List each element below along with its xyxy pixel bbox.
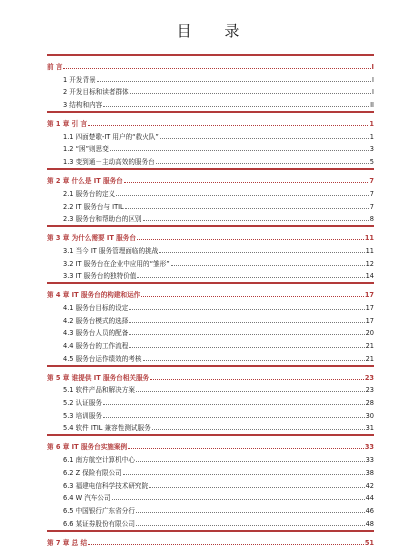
leader-dots bbox=[110, 150, 369, 151]
leader-dots bbox=[125, 208, 369, 209]
entry-page-number: 8 bbox=[369, 215, 374, 224]
leader-dots bbox=[152, 429, 365, 430]
leader-dots bbox=[136, 525, 365, 526]
toc-chapter-heading[interactable] bbox=[47, 284, 374, 299]
page-title: 目 录 bbox=[176, 22, 254, 40]
chapter-title: 第 3 章 为什么需要 IT 服务台 bbox=[47, 234, 136, 243]
leader-dots bbox=[129, 334, 364, 335]
chapter-page-number: 33 bbox=[364, 443, 374, 452]
entry-page-number: 14 bbox=[365, 272, 374, 281]
toc-entry[interactable] bbox=[47, 325, 374, 338]
leader-dots bbox=[150, 379, 364, 380]
entry-page-number: 1 bbox=[369, 132, 374, 141]
entry-title: 1.3 变到通－主动高效的服务台 bbox=[63, 158, 155, 167]
leader-dots bbox=[88, 125, 368, 126]
entry-title: 2.1 服务台的定义 bbox=[63, 189, 116, 198]
entry-title: 3.3 IT 服务台的独特价值 bbox=[63, 272, 137, 281]
toc-entry[interactable] bbox=[47, 451, 374, 464]
table-of-contents bbox=[47, 54, 374, 547]
leader-dots bbox=[137, 239, 364, 240]
entry-page-number: 12 bbox=[365, 259, 374, 268]
toc-chapter-heading[interactable] bbox=[47, 227, 374, 242]
toc-entry[interactable] bbox=[47, 350, 374, 363]
toc-chapter-block bbox=[47, 168, 374, 225]
toc-chapter-heading[interactable] bbox=[47, 367, 374, 382]
chapter-title: 前 言 bbox=[47, 63, 63, 71]
leader-dots bbox=[63, 68, 370, 69]
entry-page-number: 20 bbox=[365, 329, 374, 338]
toc-entry[interactable] bbox=[47, 382, 374, 395]
leader-dots bbox=[136, 391, 365, 392]
leader-dots bbox=[103, 404, 365, 405]
entry-page-number: 23 bbox=[365, 386, 374, 395]
entry-page-number: 21 bbox=[365, 354, 374, 363]
chapter-page-number: 11 bbox=[364, 234, 374, 243]
chapter-title: 第 1 章 引 言 bbox=[47, 120, 88, 129]
entry-page-number: 38 bbox=[365, 468, 374, 477]
entry-page-number: 31 bbox=[365, 424, 374, 433]
entry-page-number: 3 bbox=[369, 145, 374, 154]
entry-page-number: 5 bbox=[369, 158, 374, 167]
entry-title: 2 开发目标和读者群体 bbox=[63, 88, 129, 97]
leader-dots bbox=[128, 448, 364, 449]
leader-dots bbox=[130, 93, 371, 94]
leader-dots bbox=[129, 347, 364, 348]
toc-chapter-block bbox=[47, 365, 374, 435]
toc-entry[interactable] bbox=[47, 490, 374, 503]
entry-title: 6.5 中国银行广东省分行 bbox=[63, 506, 135, 515]
toc-entry[interactable] bbox=[47, 337, 374, 350]
entry-page-number: 44 bbox=[365, 494, 374, 503]
entry-page-number: 7 bbox=[369, 202, 374, 211]
toc-entry[interactable] bbox=[47, 420, 374, 433]
toc-entry[interactable] bbox=[47, 299, 374, 312]
chapter-page-number: I bbox=[371, 63, 374, 71]
entry-page-number: 7 bbox=[369, 189, 374, 198]
chapter-title: 第 4 章 IT 服务台的构建和运作 bbox=[47, 291, 141, 300]
entry-title: 3 结构和内容 bbox=[63, 101, 103, 110]
toc-entry[interactable] bbox=[47, 268, 374, 281]
chapter-title: 第 7 章 总 结 bbox=[47, 538, 88, 547]
toc-entry[interactable] bbox=[47, 128, 374, 141]
leader-dots bbox=[124, 182, 369, 183]
toc-entry[interactable] bbox=[47, 502, 374, 515]
toc-entry[interactable] bbox=[47, 141, 374, 154]
entry-title: 5.4 软件 ITIL 兼容性测试服务 bbox=[63, 424, 151, 433]
chapter-title: 第 5 章 谁提供 IT 服务台相关服务 bbox=[47, 373, 150, 382]
chapter-page-number: 7 bbox=[369, 177, 374, 186]
leader-dots bbox=[129, 309, 364, 310]
entry-title: 6.2 Z 保险有限公司 bbox=[63, 468, 122, 477]
entry-title: 5.1 软件产品和解决方案 bbox=[63, 386, 135, 395]
entry-title: 1.2 “困”则思变 bbox=[63, 145, 109, 154]
leader-dots bbox=[123, 474, 365, 475]
leader-dots bbox=[112, 499, 365, 500]
toc-chapter-heading[interactable] bbox=[47, 532, 374, 547]
toc-entry[interactable] bbox=[47, 394, 374, 407]
toc-chapter-heading[interactable] bbox=[47, 436, 374, 451]
toc-entry[interactable] bbox=[47, 312, 374, 325]
leader-dots bbox=[116, 195, 369, 196]
toc-chapter-heading[interactable] bbox=[47, 56, 374, 71]
entry-title: 4.1 服务台目标的设定 bbox=[63, 303, 129, 312]
entry-title: 5.3 培训服务 bbox=[63, 411, 102, 420]
entry-page-number: I bbox=[372, 75, 374, 84]
entry-title: 5.2 认证服务 bbox=[63, 399, 102, 408]
leader-dots bbox=[103, 106, 369, 107]
chapter-title: 第 2 章 什么是 IT 服务台 bbox=[47, 177, 123, 186]
leader-dots bbox=[88, 544, 364, 545]
entry-page-number: I bbox=[372, 88, 374, 97]
toc-entry[interactable] bbox=[47, 255, 374, 268]
leader-dots bbox=[136, 461, 365, 462]
toc-chapter-block bbox=[47, 225, 374, 282]
toc-entry[interactable] bbox=[47, 198, 374, 211]
entry-page-number: 48 bbox=[365, 519, 374, 528]
entry-title: 3.1 当今 IT 服务管理面临的挑战 bbox=[63, 246, 159, 255]
toc-chapter-block bbox=[47, 282, 374, 364]
leader-dots bbox=[143, 360, 365, 361]
toc-entry[interactable] bbox=[47, 96, 374, 109]
entry-title: 4.4 服务台的工作流程 bbox=[63, 342, 129, 350]
entry-title: 6.6 某证券股份有限公司 bbox=[63, 519, 135, 528]
toc-entry[interactable] bbox=[47, 185, 374, 198]
entry-page-number: 30 bbox=[365, 411, 374, 420]
leader-dots bbox=[136, 512, 365, 513]
toc-entry[interactable] bbox=[47, 464, 374, 477]
toc-entry[interactable] bbox=[47, 84, 374, 97]
chapter-page-number: 51 bbox=[364, 538, 374, 547]
entry-title: 6.1 南方航空计算机中心 bbox=[63, 456, 135, 465]
chapter-page-number: 1 bbox=[369, 120, 374, 129]
entry-page-number: 42 bbox=[365, 481, 374, 490]
leader-dots bbox=[156, 163, 369, 164]
toc-chapter-heading[interactable] bbox=[47, 113, 374, 128]
entry-page-number: 46 bbox=[365, 506, 374, 515]
entry-title: 2.2 IT 服务台与 ITIL bbox=[63, 202, 124, 211]
toc-entry[interactable] bbox=[47, 153, 374, 166]
entry-page-number: 17 bbox=[365, 303, 374, 312]
entry-title: 6.4 W 汽车公司 bbox=[63, 494, 111, 503]
chapter-title: 第 6 章 IT 服务台实施案例 bbox=[47, 443, 128, 452]
chapter-page-number: 17 bbox=[364, 291, 374, 300]
entry-title: 2.3 服务台和帮助台的区别 bbox=[63, 215, 142, 224]
toc-entry[interactable] bbox=[47, 211, 374, 224]
toc-entry[interactable] bbox=[47, 242, 374, 255]
leader-dots bbox=[171, 265, 365, 266]
toc-entry[interactable] bbox=[47, 407, 374, 420]
leader-dots bbox=[137, 277, 364, 278]
toc-chapter-block bbox=[47, 111, 374, 168]
leader-dots bbox=[129, 322, 364, 323]
leader-dots bbox=[159, 252, 364, 253]
entry-title: 3.2 IT 服务台在企业中应用的“雏形” bbox=[63, 259, 170, 268]
entry-title: 4.5 服务台运作绩效的考核 bbox=[63, 354, 142, 363]
toc-chapter-heading[interactable] bbox=[47, 170, 374, 185]
entry-page-number: 21 bbox=[365, 342, 374, 350]
toc-chapter-block bbox=[47, 54, 374, 111]
toc-entry[interactable] bbox=[47, 71, 374, 84]
entry-title: 1.1 四面楚歌-IT 用户的“救火队” bbox=[63, 132, 159, 141]
leader-dots bbox=[103, 417, 365, 418]
entry-page-number: 17 bbox=[365, 316, 374, 325]
leader-dots bbox=[143, 220, 369, 221]
leader-dots bbox=[149, 487, 364, 488]
chapter-page-number: 23 bbox=[364, 373, 374, 382]
entry-page-number: 33 bbox=[365, 456, 374, 465]
toc-chapter-block bbox=[47, 434, 374, 529]
toc-entry[interactable] bbox=[47, 477, 374, 490]
entry-page-number: II bbox=[370, 101, 374, 110]
leader-dots bbox=[97, 81, 371, 82]
entry-title: 4.3 服务台人员的配备 bbox=[63, 329, 129, 338]
entry-title: 4.2 服务台模式的选择 bbox=[63, 316, 129, 325]
entry-page-number: 11 bbox=[365, 246, 374, 255]
toc-chapter-block bbox=[47, 530, 374, 547]
leader-dots bbox=[160, 138, 369, 139]
toc-entry[interactable] bbox=[47, 515, 374, 528]
leader-dots bbox=[141, 296, 364, 297]
entry-title: 1 开发背景 bbox=[63, 75, 96, 84]
entry-title: 6.3 福建电信科学技术研究院 bbox=[63, 481, 149, 490]
entry-page-number: 28 bbox=[365, 399, 374, 408]
